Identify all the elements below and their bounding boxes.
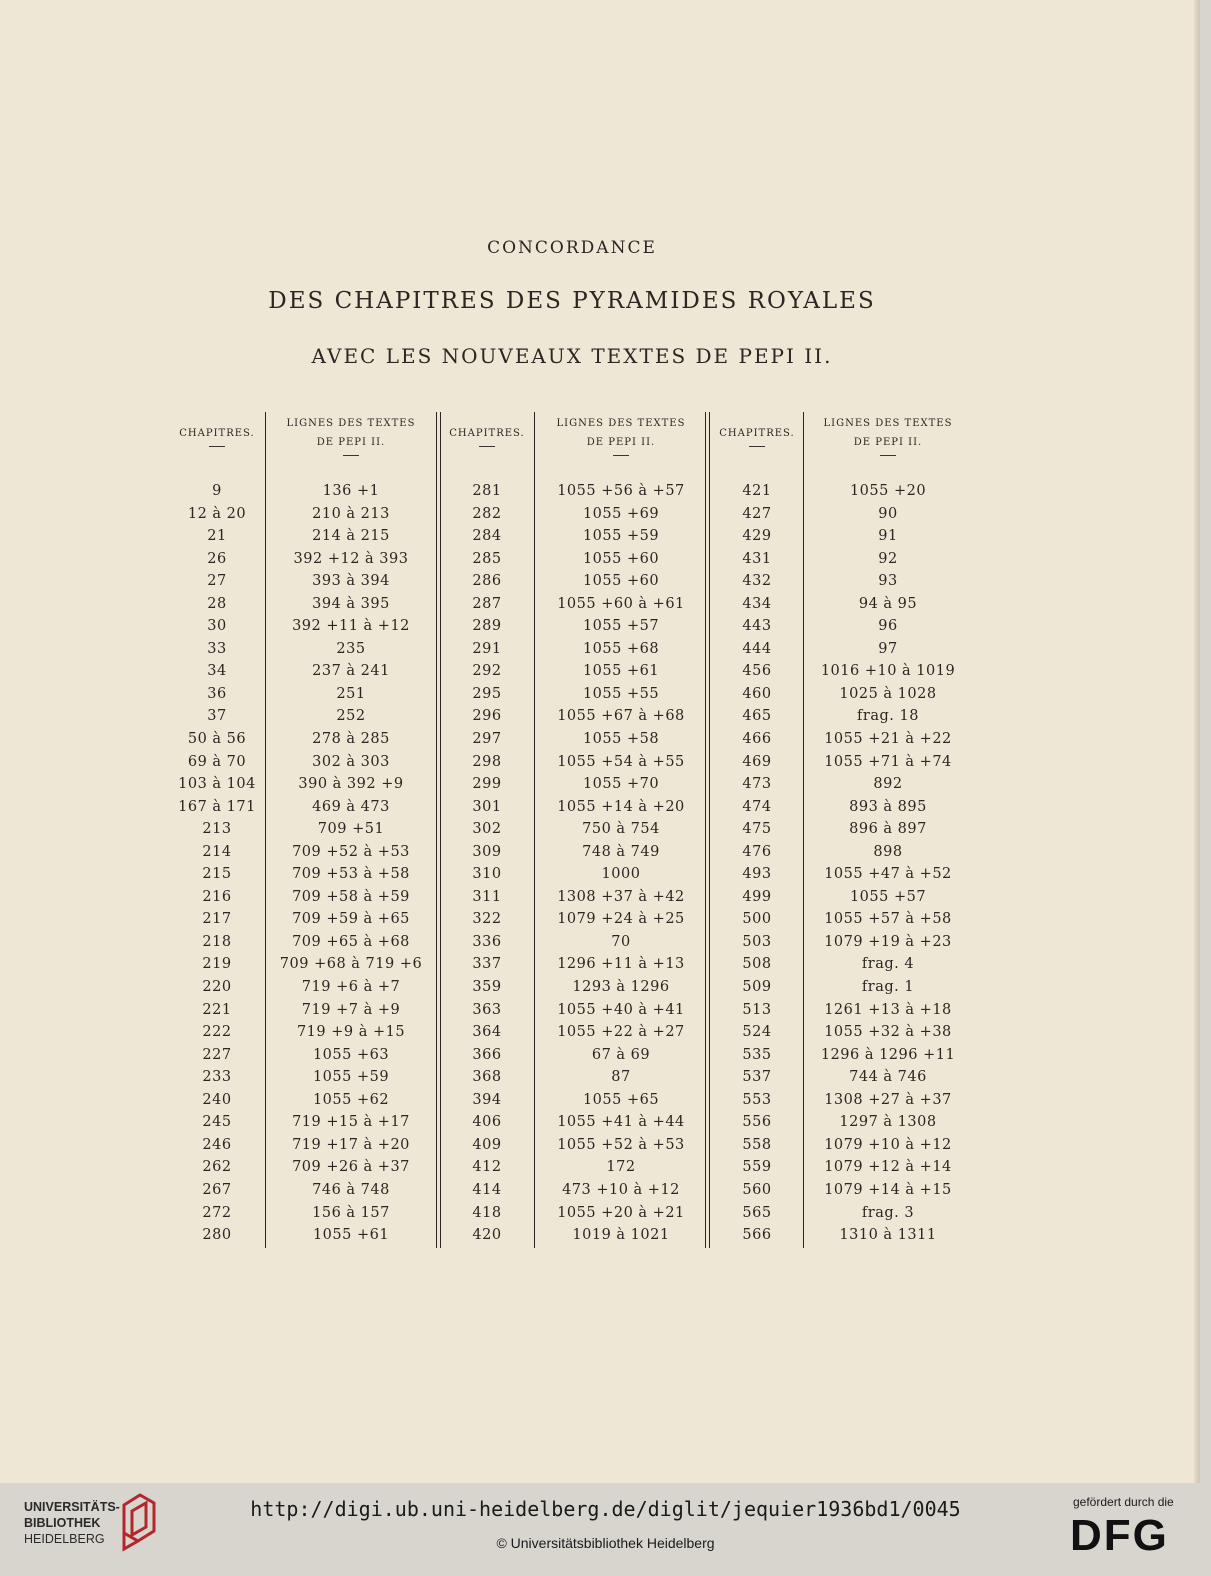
- table-cell: 513: [742, 1001, 772, 1018]
- table-cell: 218: [202, 933, 232, 950]
- table-cell: 1055 +14 à +20: [557, 798, 685, 815]
- table-cell: 282: [472, 505, 502, 522]
- header-lignes-1: LIGNES DES TEXTES DE PEPI II.: [268, 414, 434, 456]
- table-cell: 1055 +62: [312, 1091, 390, 1108]
- title-textes: AVEC LES NOUVEAUX TEXTES DE PEPI II.: [311, 344, 833, 368]
- table-cell: 311: [472, 888, 502, 905]
- table-cell: 709 +26 à +37: [292, 1159, 410, 1176]
- title-concordance: CONCORDANCE: [487, 238, 657, 258]
- table-cell: 227: [202, 1046, 232, 1063]
- table-cell: 1055 +71 à +74: [824, 753, 952, 770]
- table-cell: 214: [202, 843, 232, 860]
- table-cell: frag. 4: [861, 956, 915, 973]
- column-lignes-3: [808, 480, 968, 1247]
- table-cell: 302 à 303: [312, 753, 390, 770]
- library-line-2: BIBLIOTHEK: [24, 1516, 101, 1530]
- table-cell: 709 +58 à +59: [292, 888, 410, 905]
- document-url-link[interactable]: http://digi.ub.uni-heidelberg.de/diglit/jequier1936bd1/0045: [250, 1497, 961, 1521]
- column-lignes-1: [268, 480, 434, 1247]
- header-chapitres-3: CHAPITRES.: [712, 424, 802, 447]
- table-cell: 69 à 70: [187, 753, 247, 770]
- table-cell: 252: [336, 708, 366, 725]
- table-cell: 21: [207, 528, 227, 545]
- table-cell: 217: [202, 911, 232, 928]
- table-cell: 469 à 473: [312, 798, 390, 815]
- header-lignes-3: LIGNES DES TEXTES DE PEPI II.: [808, 414, 968, 456]
- table-cell: 233: [202, 1069, 232, 1086]
- table-cell: 709 +51: [317, 821, 385, 838]
- table-cell: 278 à 285: [312, 731, 390, 748]
- table-cell: 246: [202, 1136, 232, 1153]
- table-cell: 1055 +47 à +52: [824, 866, 952, 883]
- table-cell: 1055 +58: [582, 731, 660, 748]
- column-chapitres-1: [172, 480, 262, 1247]
- table-cell: 499: [742, 888, 772, 905]
- table-cell: 295: [472, 685, 502, 702]
- table-cell: 412: [472, 1159, 502, 1176]
- header-chapitres-1: CHAPITRES.: [172, 424, 262, 447]
- table-cell: 896 à 897: [849, 821, 927, 838]
- table-cell: 1016 +10 à 1019: [820, 663, 956, 680]
- table-cell: 893 à 895: [849, 798, 927, 815]
- table-cell: 1055 +40 à +41: [557, 1001, 685, 1018]
- table-cell: 220: [202, 979, 232, 996]
- table-cell: 26: [207, 550, 227, 567]
- table-cell: 216: [202, 888, 232, 905]
- table-cell: 443: [742, 618, 772, 635]
- table-cell: 245: [202, 1114, 232, 1131]
- table-cell: 1055 +54 à +55: [557, 753, 685, 770]
- table-cell: 215: [202, 866, 232, 883]
- table-cell: 560: [742, 1181, 772, 1198]
- table-cell: 94 à 95: [858, 595, 918, 612]
- table-cell: 284: [472, 528, 502, 545]
- table-cell: 67 à 69: [591, 1046, 651, 1063]
- table-cell: 719 +17 à +20: [292, 1136, 410, 1153]
- table-cell: 92: [878, 550, 898, 567]
- column-rule: [534, 412, 535, 1248]
- table-cell: frag. 18: [857, 708, 919, 725]
- table-cell: 709 +52 à +53: [292, 843, 410, 860]
- table-cell: 429: [742, 528, 772, 545]
- table-cell: 70: [611, 933, 631, 950]
- header-lignes-2: LIGNES DES TEXTES DE PEPI II.: [538, 414, 704, 456]
- table-cell: 474: [742, 798, 772, 815]
- table-cell: 892: [873, 776, 903, 793]
- table-cell: frag. 1: [861, 979, 915, 996]
- table-cell: 537: [742, 1069, 772, 1086]
- table-cell: 719 +7 à +9: [301, 1001, 401, 1018]
- table-cell: 285: [472, 550, 502, 567]
- table-cell: 565: [742, 1204, 772, 1221]
- table-cell: 50 à 56: [187, 731, 247, 748]
- table-cell: 1055 +68: [582, 640, 660, 657]
- table-cell: 1055 +55: [582, 685, 660, 702]
- table-cell: 97: [878, 640, 898, 657]
- table-cell: 90: [878, 505, 898, 522]
- copyright-text: © Universitätsbibliothek Heidelberg: [496, 1535, 715, 1551]
- table-cell: 219: [202, 956, 232, 973]
- table-cell: 363: [472, 1001, 502, 1018]
- table-cell: frag. 3: [861, 1204, 915, 1221]
- table-cell: 475: [742, 821, 772, 838]
- table-cell: 500: [742, 911, 772, 928]
- table-cell: 719 +9 à +15: [296, 1024, 406, 1041]
- table-cell: 34: [207, 663, 227, 680]
- table-cell: 392 +11 à +12: [292, 618, 410, 635]
- table-cell: 469: [742, 753, 772, 770]
- table-cell: 1055 +59: [582, 528, 660, 545]
- table-cell: 393 à 394: [312, 573, 390, 590]
- table-cell: 746 à 748: [312, 1181, 390, 1198]
- table-cell: 221: [202, 1001, 232, 1018]
- table-cell: 167 à 171: [178, 798, 256, 815]
- table-cell: 427: [742, 505, 772, 522]
- table-cell: 1025 à 1028: [839, 685, 937, 702]
- table-cell: 1000: [601, 866, 641, 883]
- table-cell: 1310 à 1311: [839, 1227, 937, 1244]
- table-cell: 1055 +32 à +38: [824, 1024, 952, 1041]
- table-cell: 1055 +60 à +61: [557, 595, 685, 612]
- table-cell: 394: [472, 1091, 502, 1108]
- table-cell: 87: [611, 1069, 631, 1086]
- table-cell: 418: [472, 1204, 502, 1221]
- table-cell: 28: [207, 595, 227, 612]
- table-cell: 1055 +63: [312, 1046, 390, 1063]
- table-cell: 297: [472, 731, 502, 748]
- funding-note: gefördert durch die: [1073, 1495, 1174, 1509]
- table-cell: 1055 +61: [582, 663, 660, 680]
- table-cell: 286: [472, 573, 502, 590]
- table-cell: 136 +1: [322, 483, 380, 499]
- table-cell: 406: [472, 1114, 502, 1131]
- table-cell: 503: [742, 933, 772, 950]
- library-line-3: HEIDELBERG: [24, 1532, 105, 1546]
- table-cell: 33: [207, 640, 227, 657]
- column-rule: [265, 412, 266, 1248]
- table-cell: 1055 +56 à +57: [557, 483, 685, 499]
- table-cell: 251: [336, 685, 366, 702]
- table-cell: 750 à 754: [582, 821, 660, 838]
- table-cell: 214 à 215: [312, 528, 390, 545]
- table-cell: 465: [742, 708, 772, 725]
- column-double-rule: [705, 412, 706, 1248]
- table-cell: 1055 +41 à +44: [557, 1114, 685, 1131]
- table-cell: 310: [472, 866, 502, 883]
- column-chapitres-3: [712, 480, 802, 1247]
- table-cell: 431: [742, 550, 772, 567]
- table-cell: 1055 +52 à +53: [557, 1136, 685, 1153]
- table-cell: 12 à 20: [187, 505, 247, 522]
- table-cell: 1055 +57 à +58: [824, 911, 952, 928]
- table-cell: 1296 +11 à +13: [557, 956, 685, 973]
- table-cell: 156 à 157: [312, 1204, 390, 1221]
- table-cell: 1055 +57: [582, 618, 660, 635]
- table-cell: 210 à 213: [312, 505, 390, 522]
- table-cell: 281: [472, 483, 502, 499]
- table-cell: 235: [336, 640, 366, 657]
- table-cell: 1079 +10 à +12: [824, 1136, 952, 1153]
- table-cell: 301: [472, 798, 502, 815]
- table-cell: 444: [742, 640, 772, 657]
- table-cell: 291: [472, 640, 502, 657]
- table-cell: 1019 à 1021: [572, 1227, 670, 1244]
- table-cell: 366: [472, 1046, 502, 1063]
- table-cell: 1296 à 1296 +11: [820, 1046, 956, 1063]
- table-cell: 1055 +61: [312, 1227, 390, 1244]
- table-cell: 420: [472, 1227, 502, 1244]
- table-cell: 473 +10 à +12: [562, 1181, 680, 1198]
- table-cell: 432: [742, 573, 772, 590]
- table-cell: 302: [472, 821, 502, 838]
- table-cell: 1055 +70: [582, 776, 660, 793]
- table-cell: 368: [472, 1069, 502, 1086]
- table-cell: 744 à 746: [849, 1069, 927, 1086]
- table-cell: 719 +15 à +17: [292, 1114, 410, 1131]
- table-cell: 1079 +12 à +14: [824, 1159, 952, 1176]
- table-cell: 37: [207, 708, 227, 725]
- table-cell: 1055 +21 à +22: [824, 731, 952, 748]
- table-cell: 280: [202, 1227, 232, 1244]
- table-cell: 421: [742, 483, 772, 499]
- table-cell: 394 à 395: [312, 595, 390, 612]
- table-cell: 237 à 241: [312, 663, 390, 680]
- table-cell: 292: [472, 663, 502, 680]
- table-cell: 262: [202, 1159, 232, 1176]
- column-lignes-2: [538, 480, 704, 1247]
- table-cell: 359: [472, 979, 502, 996]
- table-cell: 509: [742, 979, 772, 996]
- table-cell: 709 +59 à +65: [292, 911, 410, 928]
- table-cell: 1055 +67 à +68: [557, 708, 685, 725]
- table-cell: 103 à 104: [178, 776, 256, 793]
- column-chapitres-2: [442, 480, 532, 1247]
- table-cell: 559: [742, 1159, 772, 1176]
- table-cell: 272: [202, 1204, 232, 1221]
- table-cell: 289: [472, 618, 502, 635]
- table-cell: 553: [742, 1091, 772, 1108]
- column-double-rule: [440, 412, 441, 1248]
- table-cell: 364: [472, 1024, 502, 1041]
- table-cell: 222: [202, 1024, 232, 1041]
- table-cell: 9: [212, 483, 222, 499]
- table-cell: 30: [207, 618, 227, 635]
- table-cell: 524: [742, 1024, 772, 1041]
- table-cell: 456: [742, 663, 772, 680]
- table-cell: 414: [472, 1181, 502, 1198]
- table-cell: 434: [742, 595, 772, 612]
- table-cell: 748 à 749: [582, 843, 660, 860]
- table-cell: 390 à 392 +9: [298, 776, 404, 793]
- table-cell: 299: [472, 776, 502, 793]
- table-cell: 1079 +14 à +15: [824, 1181, 952, 1198]
- column-double-rule: [709, 412, 710, 1248]
- table-cell: 1308 +27 à +37: [824, 1091, 952, 1108]
- column-rule: [803, 412, 804, 1248]
- table-cell: 296: [472, 708, 502, 725]
- table-cell: 1055 +22 à +27: [557, 1024, 685, 1041]
- table-cell: 309: [472, 843, 502, 860]
- table-cell: 172: [606, 1159, 636, 1176]
- footer-bar: [0, 1483, 1211, 1576]
- dfg-logo[interactable]: DFG: [1070, 1511, 1169, 1560]
- table-cell: 709 +53 à +58: [292, 866, 410, 883]
- table-cell: 1261 +13 à +18: [824, 1001, 952, 1018]
- table-cell: 93: [878, 573, 898, 590]
- table-cell: 337: [472, 956, 502, 973]
- table-cell: 1297 à 1308: [839, 1114, 937, 1131]
- table-cell: 91: [878, 528, 898, 545]
- table-cell: 1055 +65: [582, 1091, 660, 1108]
- table-cell: 298: [472, 753, 502, 770]
- table-cell: 1308 +37 à +42: [557, 888, 685, 905]
- header-chapitres-2: CHAPITRES.: [442, 424, 532, 447]
- table-cell: 213: [202, 821, 232, 838]
- table-cell: 566: [742, 1227, 772, 1244]
- column-double-rule: [436, 412, 437, 1248]
- table-cell: 27: [207, 573, 227, 590]
- table-cell: 1293 à 1296: [572, 979, 670, 996]
- table-cell: 535: [742, 1046, 772, 1063]
- table-cell: 473: [742, 776, 772, 793]
- table-cell: 1055 +57: [849, 888, 927, 905]
- table-cell: 322: [472, 911, 502, 928]
- table-cell: 460: [742, 685, 772, 702]
- table-cell: 1055 +20: [849, 483, 927, 499]
- table-cell: 287: [472, 595, 502, 612]
- table-cell: 36: [207, 685, 227, 702]
- table-cell: 392 +12 à 393: [293, 550, 409, 567]
- table-cell: 1055 +20 à +21: [557, 1204, 685, 1221]
- table-cell: 1055 +59: [312, 1069, 390, 1086]
- table-cell: 719 +6 à +7: [301, 979, 401, 996]
- table-cell: 1055 +60: [582, 573, 660, 590]
- table-cell: 96: [878, 618, 898, 635]
- table-cell: 409: [472, 1136, 502, 1153]
- table-cell: 556: [742, 1114, 772, 1131]
- table-cell: 898: [873, 843, 903, 860]
- table-cell: 1055 +60: [582, 550, 660, 567]
- table-cell: 240: [202, 1091, 232, 1108]
- table-cell: 709 +65 à +68: [292, 933, 410, 950]
- table-cell: 267: [202, 1181, 232, 1198]
- table-cell: 709 +68 à 719 +6: [279, 956, 423, 973]
- table-cell: 1079 +19 à +23: [824, 933, 952, 950]
- table-cell: 336: [472, 933, 502, 950]
- table-cell: 493: [742, 866, 772, 883]
- table-cell: 466: [742, 731, 772, 748]
- title-chapitres: DES CHAPITRES DES PYRAMIDES ROYALES: [268, 288, 876, 314]
- table-cell: 558: [742, 1136, 772, 1153]
- library-line-1: UNIVERSITÄTS-: [24, 1500, 120, 1514]
- table-cell: 508: [742, 956, 772, 973]
- table-cell: 1055 +69: [582, 505, 660, 522]
- table-cell: 1079 +24 à +25: [557, 911, 685, 928]
- table-cell: 476: [742, 843, 772, 860]
